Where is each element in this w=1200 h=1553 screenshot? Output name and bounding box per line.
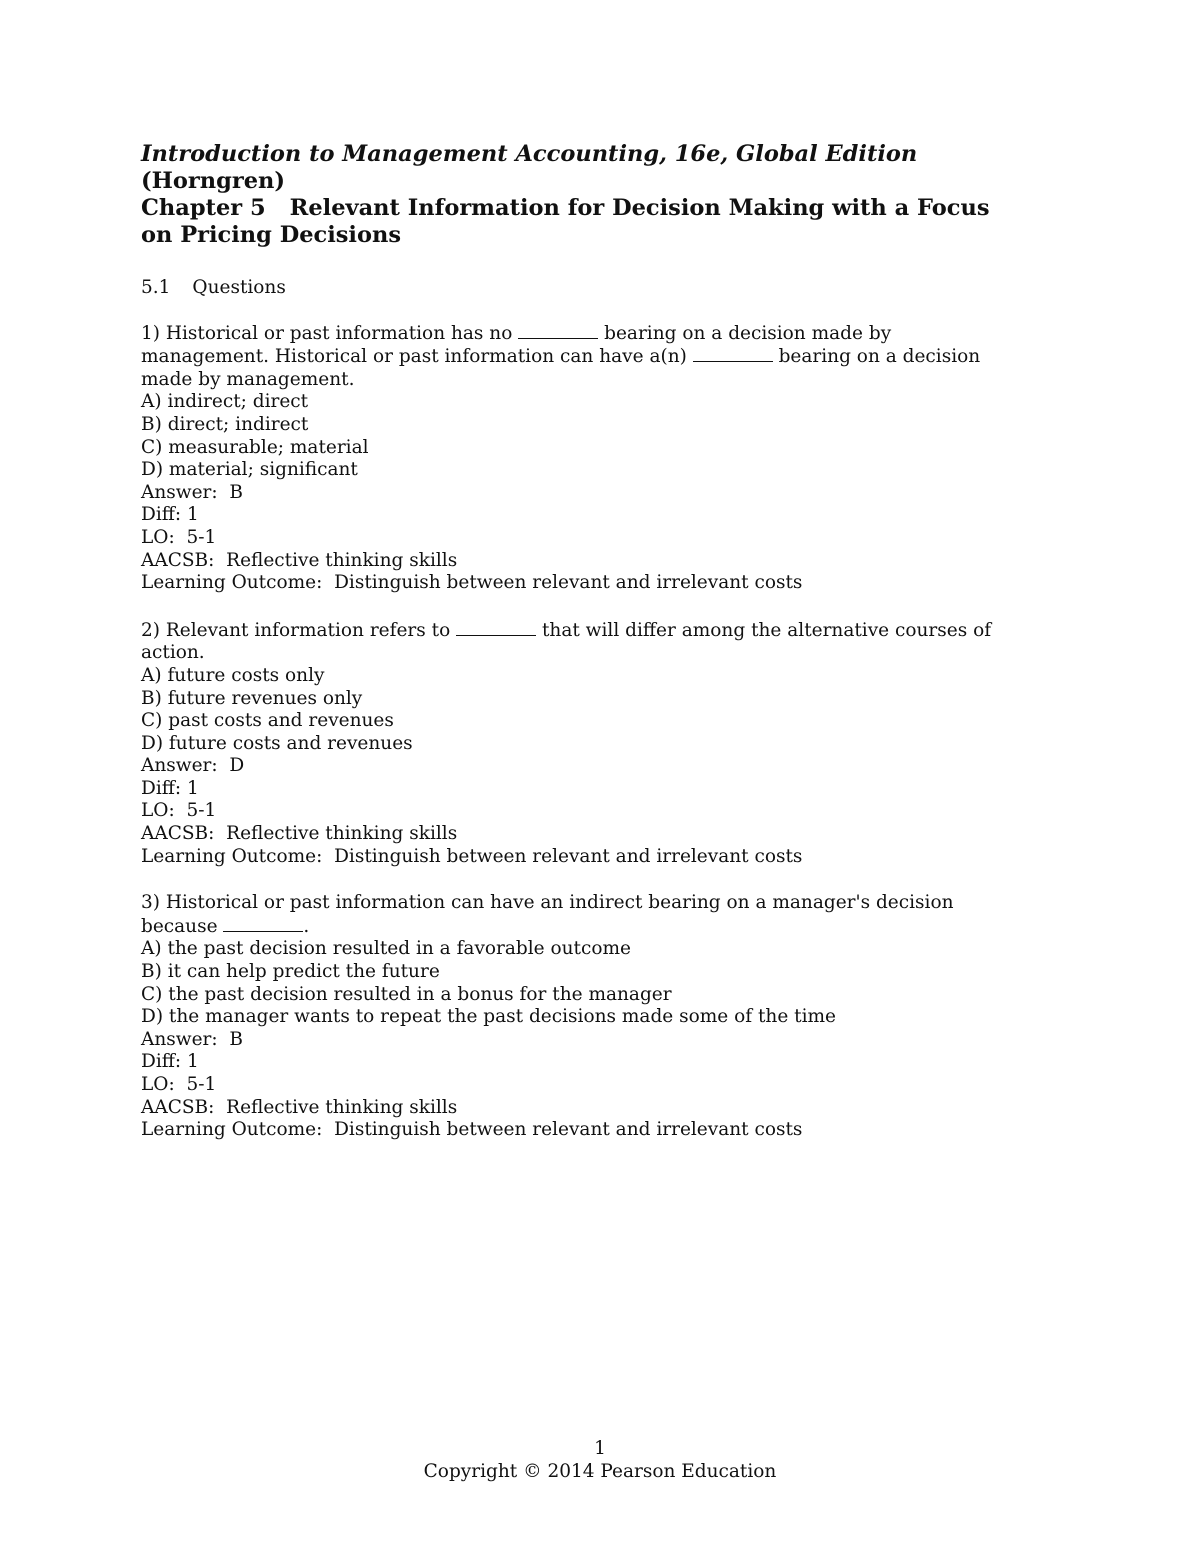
stem-text: action. [141, 642, 205, 664]
question-1 [141, 322, 1061, 595]
option-a: A) the past decision resulted in a favorable outcome [141, 938, 631, 960]
section-number: 5.1 [141, 277, 171, 298]
stem-text: bearing on a decision made by [598, 322, 892, 344]
book-title-text: Introduction to Management Accounting, 16e, Global Edition [141, 141, 918, 167]
learning-objective: LO: 5-1 [141, 526, 217, 548]
difficulty: Diff: 1 [141, 504, 199, 526]
copyright-notice: Copyright © 2014 Pearson Education [423, 1461, 777, 1482]
question-stem-line [141, 345, 1061, 369]
option-b: B) direct; indirect [141, 413, 309, 435]
option-b: B) it can help predict the future [141, 961, 440, 983]
aacsb: AACSB: Reflective thinking skills [141, 823, 458, 845]
stem-text: 2) Relevant information refers to [141, 619, 457, 641]
option-c: C) the past decision resulted in a bonus for the manager [141, 983, 672, 1005]
option-b: B) future revenues only [141, 687, 363, 709]
fill-blank [456, 619, 536, 636]
book-author: (Horngren) [141, 168, 286, 194]
stem-text: because [141, 915, 224, 937]
chapter-title [141, 195, 1061, 249]
book-title [141, 141, 1061, 195]
learning-objective: LO: 5-1 [141, 800, 217, 822]
learning-outcome: Learning Outcome: Distinguish between relevant and irrelevant costs [141, 572, 803, 594]
option-a: A) future costs only [141, 664, 325, 686]
stem-text: bearing on a decision [772, 346, 981, 368]
option-c: C) past costs and revenues [141, 710, 394, 732]
stem-text: 1) Historical or past information has no [141, 322, 519, 344]
question-2 [141, 619, 1061, 869]
learning-outcome: Learning Outcome: Distinguish between relevant and irrelevant costs [141, 845, 803, 867]
answer: Answer: B [141, 481, 243, 503]
option-d: D) future costs and revenues [141, 732, 413, 754]
page-number: 1 [594, 1438, 606, 1459]
fill-blank [518, 322, 598, 339]
aacsb: AACSB: Reflective thinking skills [141, 1096, 458, 1118]
fill-blank [223, 915, 303, 932]
section-title: Questions [192, 277, 286, 298]
question-stem-line [141, 322, 1061, 346]
option-a: A) indirect; direct [141, 391, 309, 413]
question-stem-line [141, 619, 1061, 643]
option-d: D) the manager wants to repeat the past decisions made some of the time [141, 1006, 837, 1028]
learning-outcome: Learning Outcome: Distinguish between relevant and irrelevant costs [141, 1119, 803, 1141]
question-stem-line [141, 915, 1061, 939]
stem-text: made by management. [141, 368, 355, 390]
answer: Answer: B [141, 1028, 243, 1050]
aacsb: AACSB: Reflective thinking skills [141, 549, 458, 571]
section-heading [141, 277, 1061, 300]
answer: Answer: D [141, 755, 245, 777]
question-stem-line [141, 642, 1061, 665]
stem-text: that will differ among the alternative courses of [536, 619, 992, 641]
chapter-title-line2: on Pricing Decisions [141, 222, 402, 248]
option-d: D) material; significant [141, 459, 358, 481]
question-3 [141, 892, 1061, 1142]
stem-text: management. Historical or past information can have a(n) [141, 346, 693, 368]
stem-text: 3) Historical or past information can have an indirect bearing on a manager's decision [141, 892, 954, 914]
fill-blank [693, 345, 773, 362]
page-content [141, 141, 1061, 1142]
option-c: C) measurable; material [141, 436, 369, 458]
learning-objective: LO: 5-1 [141, 1074, 217, 1095]
difficulty: Diff: 1 [141, 1051, 199, 1073]
difficulty: Diff: 1 [141, 777, 199, 799]
chapter-label: Chapter 5 [141, 195, 266, 221]
question-stem-line [141, 369, 1061, 392]
chapter-title-line1: Relevant Information for Decision Making with a Focus [289, 195, 990, 221]
question-stem-line [141, 892, 1061, 915]
stem-text: . [303, 915, 310, 937]
